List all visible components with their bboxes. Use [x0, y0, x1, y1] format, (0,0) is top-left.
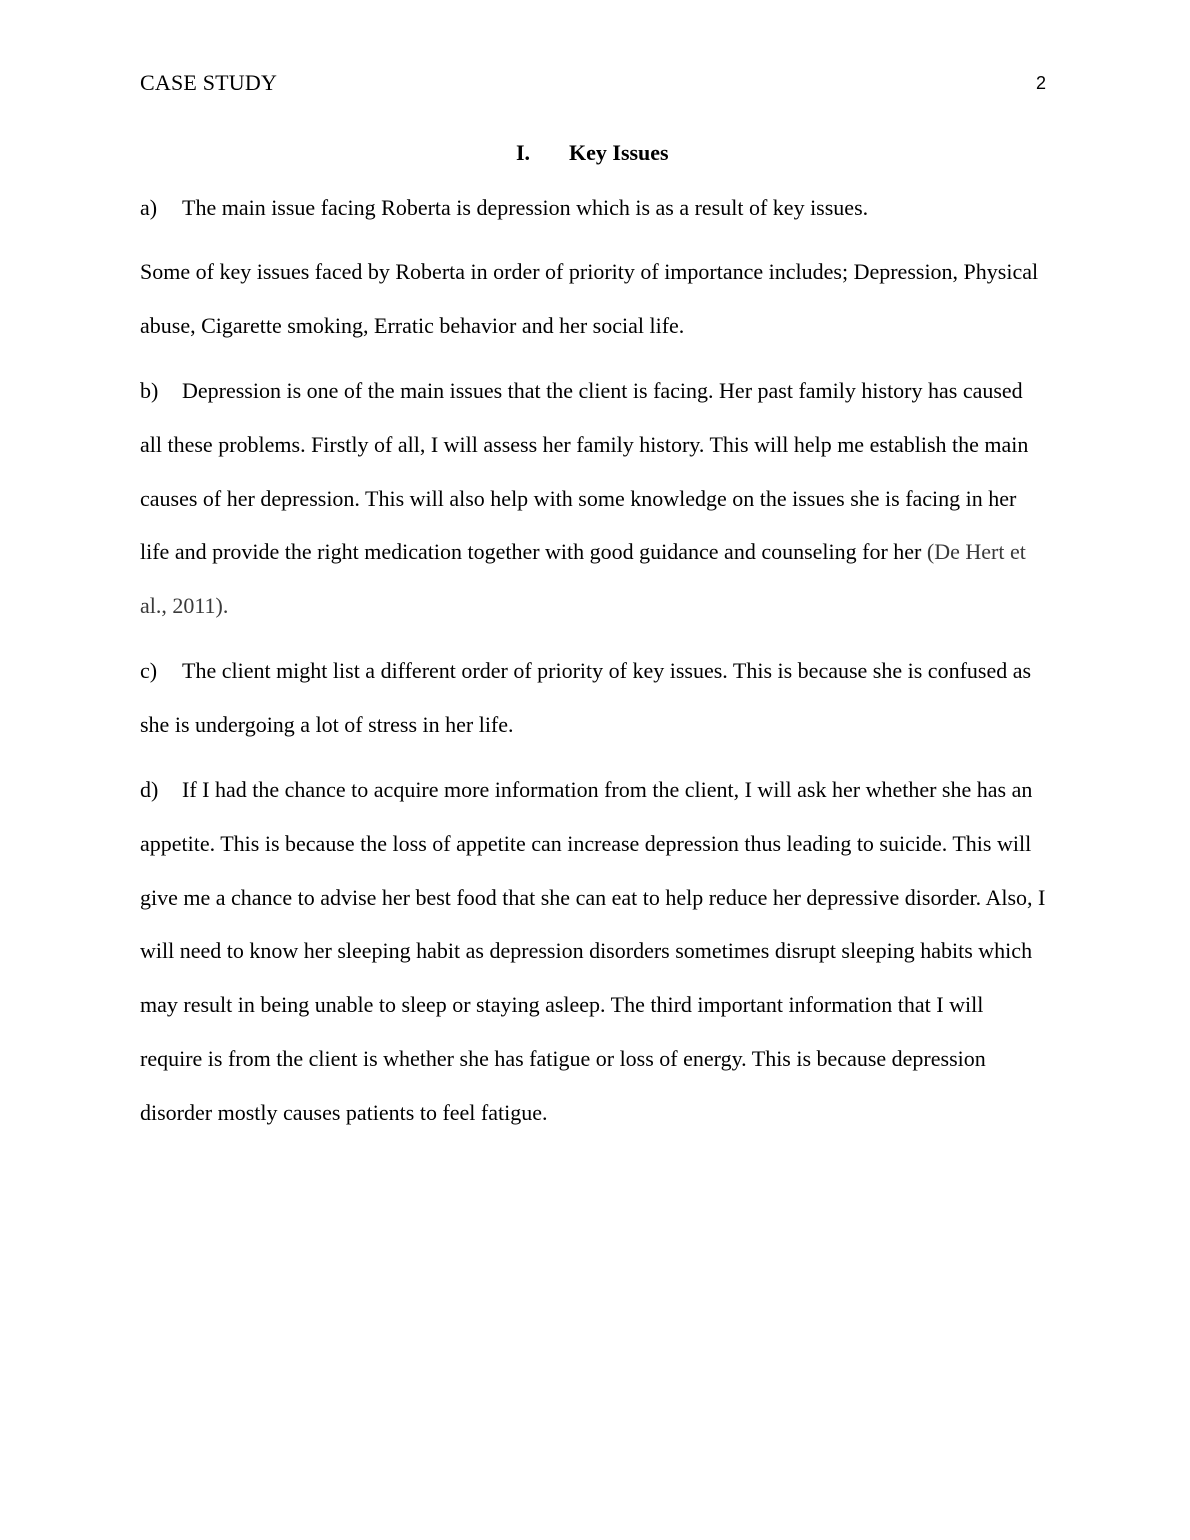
- section-heading: [516, 140, 669, 166]
- paragraph-b-text: Depression is one of the main issues that the client is facing. Her past family history has caused all these problems. Firstly of all, I will assess her family history. This will help me establish the main causes of her depression. This will also help with some knowledge on the issues she is facing in her life and provide the right medication together with good guidance and counseling for her: [140, 378, 1029, 565]
- paragraph-c-text: The client might list a different order of priority of key issues. This is because she is confused as she is undergoing a lot of stress in her life.: [140, 658, 1032, 737]
- paragraph-a: [140, 181, 1050, 235]
- running-head: CASE STUDY: [140, 70, 278, 95]
- list-marker-d: d): [140, 777, 159, 802]
- section-numeral: I.: [516, 140, 531, 165]
- page-number: 2: [1035, 73, 1046, 93]
- paragraph-key-issues-summary: [140, 245, 1050, 353]
- paragraph-d: [140, 763, 1050, 1140]
- section-title: Key Issues: [569, 140, 669, 165]
- paragraph-summary-text: Some of key issues faced by Roberta in order of priority of importance includes; Depression, Physical abuse, Cigarette smoking, Erratic behavior and her social life.: [140, 259, 1039, 338]
- paragraph-d-text: If I had the chance to acquire more information from the client, I will ask her whether she has an appetite. This is because the loss of appetite can increase depression thus leading to suicide. This will give me a chance to advise her best food that she can eat to help reduce her depressive disorder. Also, I will need to know her sleeping habit as depression disorders sometimes disrupt sleeping habits which may result in being unable to sleep or staying asleep. The third important information that I will require is from the client is whether she has fatigue or loss of energy. This is because depression disorder mostly causes patients to feel fatigue.: [140, 777, 1046, 1125]
- paragraph-c: [140, 644, 1050, 752]
- list-marker-a: a): [140, 195, 158, 220]
- paragraph-a-text: The main issue facing Roberta is depression which is as a result of key issues.: [182, 195, 869, 220]
- citation: (De Hert et al., 2011).: [140, 539, 1026, 619]
- list-marker-b: b): [140, 378, 159, 403]
- list-marker-c: c): [140, 658, 158, 683]
- paragraph-b: [140, 364, 1050, 633]
